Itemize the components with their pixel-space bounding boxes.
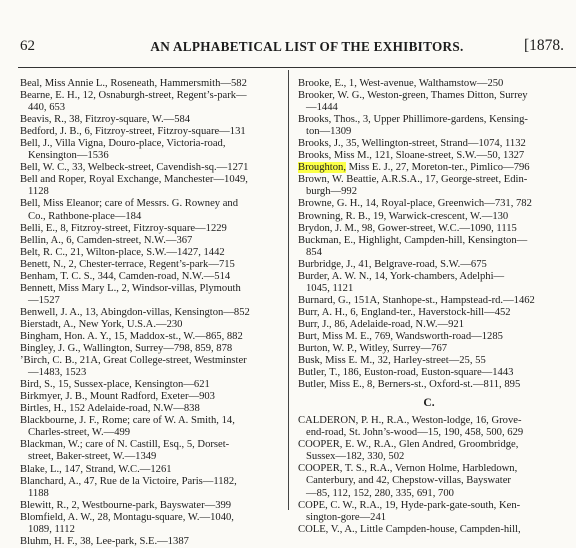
exhibitor-name: Belli, E., bbox=[20, 222, 58, 234]
exhibitor-name: Bellin, A., bbox=[20, 234, 64, 246]
entry-text: 8, Fitzroy-street, Fitzroy-square—1229 bbox=[57, 222, 227, 234]
entry-text: —85, 112, 152, 280, 335, 691, 700 bbox=[306, 487, 454, 499]
exhibitor-name: Bell, Miss Eleanor; bbox=[20, 198, 103, 210]
entry-text: A.R.S.A., 17, George-street, Edin- bbox=[378, 174, 528, 186]
entry-line bbox=[20, 391, 282, 403]
exhibitor-name: CALDERON, P. H., bbox=[298, 415, 384, 427]
entry-text: 47, Rue de la Victoire, Paris—1182, bbox=[81, 475, 237, 487]
entry-text: 15, Maddox-st., W.—865, 882 bbox=[111, 330, 243, 342]
exhibitor-name: Bell and Roper, bbox=[20, 174, 87, 186]
exhibitor-name: COOPER, E. W., bbox=[298, 439, 371, 451]
entry-line bbox=[20, 223, 282, 235]
entry-text: —1527 bbox=[28, 294, 60, 306]
exhibitor-name: Brydon, J. M., bbox=[298, 222, 360, 234]
entry-text: —1483, 1523 bbox=[28, 367, 87, 379]
entry-line bbox=[20, 476, 282, 488]
entry-line bbox=[298, 247, 560, 259]
entry-line bbox=[298, 138, 560, 150]
entry-line bbox=[20, 211, 282, 223]
entry-line bbox=[298, 500, 560, 512]
entry-line bbox=[20, 439, 282, 451]
entry-text: 3, Upper Phillimore-gardens, Kensing- bbox=[360, 114, 528, 126]
entry-text: R.A., Weston-lodge, 16, Grove- bbox=[383, 415, 522, 427]
entry-line bbox=[20, 126, 282, 138]
entry-text: sington-gore—241 bbox=[306, 511, 387, 523]
entry-line bbox=[20, 379, 282, 391]
exhibitor-name: Brooks, Miss M., bbox=[298, 150, 372, 162]
entry-text: 1188 bbox=[28, 487, 49, 499]
exhibitor-name: Brooks, Thos., bbox=[298, 114, 361, 126]
right-column-b-entries bbox=[298, 78, 560, 391]
exhibitor-name: Brooker, W. G., bbox=[298, 90, 365, 102]
left-column bbox=[20, 78, 282, 548]
entry-line bbox=[298, 367, 560, 379]
entry-text: 35, Wellington-street, Strand—1074, 1132 bbox=[343, 138, 526, 150]
entry-text: 769, Wandsworth-road—1285 bbox=[371, 330, 503, 342]
entry-text: Kensington—1536 bbox=[28, 150, 109, 162]
entry-text: care of Messrs. G. Rowney and bbox=[102, 198, 239, 210]
entry-text: 19, Warwick-crescent, W.—130 bbox=[370, 210, 509, 222]
entry-text: burgh—992 bbox=[306, 186, 358, 198]
entry-text: care of N. Castill, Esq., 5, Dorset- bbox=[82, 439, 230, 451]
entry-text: 6, Camden-street, N.W.—367 bbox=[63, 234, 193, 246]
entry-text: 1045, 1121 bbox=[306, 282, 354, 294]
entry-text: Highlight, Campden-hill, Kensington— bbox=[355, 234, 528, 246]
entry-text: 14, York-chambers, Adelphi— bbox=[371, 270, 505, 282]
entry-text: 440, 653 bbox=[28, 102, 66, 114]
exhibitor-name: Burt, Miss M. E., bbox=[298, 330, 372, 342]
exhibitor-name: COLE, V., A., bbox=[298, 523, 358, 535]
entry-line bbox=[20, 90, 282, 102]
entry-line bbox=[298, 150, 560, 162]
entry-line bbox=[20, 295, 282, 307]
entry-line bbox=[20, 162, 282, 174]
exhibitor-name: Bedford, J. B., bbox=[20, 126, 82, 138]
entry-text: 2, Chester-terrace, Regent’s-park—715 bbox=[65, 258, 235, 270]
entry-line bbox=[298, 90, 560, 102]
entry-text: New York, U.S.A.—230 bbox=[75, 318, 183, 330]
exhibitor-name: Benwell, J. A., bbox=[20, 306, 83, 318]
entry-text: 2, Westbourne-park, Bayswater—399 bbox=[68, 499, 232, 511]
exhibitor-name: Bingham, Hon. A. Y., bbox=[20, 330, 112, 342]
entry-line bbox=[20, 78, 282, 90]
header-rule bbox=[18, 67, 576, 68]
exhibitor-name: Buckman, E., bbox=[298, 234, 356, 246]
entry-text: R.A., 19, Hyde-park-gate-south, Ken- bbox=[356, 499, 521, 511]
entry-text: Co., Rathbone-place—184 bbox=[28, 210, 142, 222]
exhibitor-name: Blackbourne, J. F., bbox=[20, 415, 100, 427]
entry-line bbox=[298, 102, 560, 114]
entry-line bbox=[20, 247, 282, 259]
entry-line bbox=[20, 307, 282, 319]
entry-line bbox=[298, 427, 560, 439]
entry-text: 344, Camden-road, N.W.—514 bbox=[94, 270, 231, 282]
entry-text: 14, Royal-place, Greenwich—731, 782 bbox=[362, 198, 532, 210]
entry-line bbox=[298, 235, 560, 247]
exhibitor-name: Brooke, E., bbox=[298, 78, 347, 89]
entry-text: 38, Fitzroy-square, W.—584 bbox=[66, 114, 191, 126]
entry-line bbox=[298, 451, 560, 463]
entry-text: 28, Montagu-square, W.—1040, bbox=[94, 511, 234, 523]
exhibitor-name: Bell, W. C., bbox=[20, 162, 70, 174]
entry-text: 1128 bbox=[28, 186, 49, 198]
entry-line bbox=[20, 198, 282, 210]
entry-line bbox=[298, 223, 560, 235]
entry-text: 21, Wilton-place, S.W.—1427, 1442 bbox=[67, 246, 225, 258]
entry-text: —1444 bbox=[306, 102, 338, 114]
entry-line bbox=[298, 271, 560, 283]
entry-line bbox=[298, 524, 560, 536]
entry-text: 15, Sussex-place, Kensington—621 bbox=[55, 379, 210, 391]
right-column-c-entries bbox=[298, 415, 560, 535]
entry-line bbox=[20, 259, 282, 271]
entry-line bbox=[20, 488, 282, 500]
entry-text: 854 bbox=[306, 246, 322, 258]
entry-line bbox=[20, 415, 282, 427]
entry-text: R.A., Vernon Holme, Harbledown, bbox=[367, 463, 518, 475]
entry-text: 2, Windsor-villas, Plymouth bbox=[118, 282, 241, 294]
entry-line bbox=[298, 319, 560, 331]
entry-text: 32, Harley-street—25, 55 bbox=[374, 355, 486, 367]
entry-text: 86, Adelaide-road, N.W.—921 bbox=[331, 318, 465, 330]
entry-text: 151A, Stanhope-st., Hampstead-rd.—1462 bbox=[350, 294, 535, 306]
exhibitor-name: Brown, W. Beattie, bbox=[298, 174, 379, 186]
entry-text: 147, Strand, W.C.—1261 bbox=[61, 463, 172, 475]
entry-text: 6, Fitzroy-street, Fitzroy-square—131 bbox=[81, 126, 246, 138]
entry-text: Villa Vigna, Douro-place, Victoria-road, bbox=[52, 138, 226, 150]
exhibitor-name: Beal, Miss Annie L., bbox=[20, 78, 108, 89]
running-title: AN ALPHABETICAL LIST OF THE EXHIBITORS. bbox=[150, 39, 464, 54]
entry-text: Canterbury, and 42, Chepstow-villas, Bayswater bbox=[306, 475, 511, 487]
entry-line bbox=[298, 283, 560, 295]
entry-line bbox=[20, 464, 282, 476]
entry-text: 1, West-avenue, Walthamstow—250 bbox=[346, 78, 504, 89]
entry-line bbox=[298, 295, 560, 307]
exhibitor-name: Birkmyer, J. B., bbox=[20, 391, 88, 403]
entry-text: 21A, Great College-street, Westminster bbox=[77, 355, 247, 367]
entry-line bbox=[298, 78, 560, 90]
entry-line bbox=[298, 174, 560, 186]
entry-line bbox=[20, 235, 282, 247]
entry-text: Miss E. J., 27, Moreton-ter., Pimlico—796 bbox=[345, 162, 530, 174]
entry-line bbox=[298, 211, 560, 223]
exhibitor-name: Busk, Miss E. M., bbox=[298, 355, 375, 367]
exhibitor-name: Burr, J., bbox=[298, 318, 332, 330]
entry-text: 121, Sloane-street, S.W.—50, 1327 bbox=[371, 150, 525, 162]
entry-line bbox=[20, 114, 282, 126]
exhibitor-name: Brooks, J., bbox=[298, 138, 344, 150]
exhibitor-name: Benett, N., bbox=[20, 258, 66, 270]
entry-line bbox=[20, 500, 282, 512]
entry-text: 12, Osnaburgh-street, Regent’s-park— bbox=[80, 90, 247, 102]
entry-text: 13, Abingdon-villas, Kensington—852 bbox=[82, 306, 250, 318]
exhibitor-name: Beavis, R., bbox=[20, 114, 67, 126]
entry-line bbox=[20, 138, 282, 150]
exhibitor-name: Butler, Miss E., bbox=[298, 379, 365, 391]
exhibitor-name: Bingley, J. G., bbox=[20, 343, 81, 355]
exhibitor-name: Benham, T. C. S., bbox=[20, 270, 95, 282]
year-label: [1878. bbox=[524, 37, 565, 54]
entry-line bbox=[20, 271, 282, 283]
entry-text: 6, England-ter., Haverstock-hill—452 bbox=[347, 306, 511, 318]
entry-line bbox=[298, 198, 560, 210]
entry-line bbox=[298, 331, 560, 343]
exhibitor-name: Bennett, Miss Mary L., bbox=[20, 282, 119, 294]
entry-text: Weston-green, Thames Ditton, Surrey bbox=[364, 90, 528, 102]
entry-text: Roseneath, Hammersmith—582 bbox=[107, 78, 247, 89]
entry-text: 98, Gower-street, W.C.—1090, 1115 bbox=[359, 222, 517, 234]
entry-line bbox=[20, 427, 282, 439]
exhibitor-name: Burr, A. H., bbox=[298, 306, 348, 318]
exhibitor-name: Blomfield, A. W., bbox=[20, 511, 95, 523]
entry-text: 41, Belgrave-road, S.W.—675 bbox=[355, 258, 487, 270]
entry-line bbox=[20, 343, 282, 355]
exhibitor-name: Broughton, bbox=[298, 162, 346, 174]
entry-line bbox=[20, 331, 282, 343]
exhibitor-name: Bluhm, H. F., bbox=[20, 535, 78, 547]
entry-line bbox=[298, 439, 560, 451]
entry-line bbox=[20, 512, 282, 524]
exhibitor-name: Bierstadt, A., bbox=[20, 318, 76, 330]
entry-line bbox=[20, 319, 282, 331]
entry-line bbox=[298, 114, 560, 126]
exhibitor-name: Burnard, G., bbox=[298, 294, 351, 306]
entry-line bbox=[298, 355, 560, 367]
exhibitor-name: COPE, C. W., bbox=[298, 499, 357, 511]
entry-line bbox=[298, 307, 560, 319]
section-letter: C. bbox=[423, 397, 435, 410]
entry-text: Royal Exchange, Manchester—1049, bbox=[86, 174, 248, 186]
entry-text: 33, Welbeck-street, Cavendish-sq.—1271 bbox=[69, 162, 249, 174]
entry-line bbox=[298, 475, 560, 487]
entry-text: Little Campden-house, Campden-hill, bbox=[357, 523, 521, 535]
entry-text: Witley, Surrey—767 bbox=[356, 343, 448, 355]
entry-line bbox=[298, 186, 560, 198]
entry-text: ton—1309 bbox=[306, 126, 352, 138]
entry-line bbox=[20, 186, 282, 198]
entry-text: 152 Adelaide-road, N.W—838 bbox=[66, 403, 200, 415]
exhibitor-name: Browne, G. H., bbox=[298, 198, 363, 210]
entry-text: Charles-street, W.—499 bbox=[28, 427, 131, 439]
exhibitor-name: Browning, R. B., bbox=[298, 210, 371, 222]
entry-line bbox=[20, 355, 282, 367]
right-column bbox=[298, 78, 560, 536]
entry-line bbox=[20, 174, 282, 186]
entry-text: 186, Euston-road, Euston-square—1443 bbox=[340, 367, 514, 379]
entry-line bbox=[298, 379, 560, 391]
exhibitor-name: Burbridge, J., bbox=[298, 258, 356, 270]
entry-line bbox=[298, 463, 560, 475]
exhibitor-name: Bird, S., bbox=[20, 379, 56, 391]
entry-line bbox=[20, 536, 282, 548]
exhibitor-name: Blewitt, R., bbox=[20, 499, 69, 511]
entry-text: 8, Berners-st., Oxford-st.—811, 895 bbox=[364, 379, 521, 391]
entry-text: Mount Radford, Exeter—903 bbox=[87, 391, 215, 403]
exhibitor-name: Butler, T., bbox=[298, 367, 341, 379]
entry-line bbox=[298, 162, 560, 174]
entry-text: 38, Lee-park, S.E.—1387 bbox=[77, 535, 189, 547]
column-divider bbox=[288, 70, 289, 510]
entry-line bbox=[20, 524, 282, 536]
entry-line bbox=[20, 367, 282, 379]
exhibitor-name: Burton, W. P., bbox=[298, 343, 357, 355]
entry-line bbox=[20, 451, 282, 463]
entry-line bbox=[298, 343, 560, 355]
exhibitor-name: Burder, A. W. N., bbox=[298, 270, 372, 282]
entry-line bbox=[298, 512, 560, 524]
entry-text: R.A., Glen Andred, Groombridge, bbox=[371, 439, 519, 451]
exhibitor-name: COOPER, T. S., bbox=[298, 463, 368, 475]
entry-line bbox=[20, 150, 282, 162]
entry-line bbox=[298, 126, 560, 138]
entry-text: end-road, St. John’s-wood—15, 190, 458, 500, 629 bbox=[306, 427, 524, 439]
exhibitor-name: Birtles, H., bbox=[20, 403, 67, 415]
entry-line bbox=[20, 102, 282, 114]
exhibitor-name: Bearne, E. H., bbox=[20, 90, 81, 102]
exhibitor-name: Belt, R. C., bbox=[20, 246, 68, 258]
exhibitor-name: Blackman, W.; bbox=[20, 439, 83, 451]
entry-line bbox=[20, 403, 282, 415]
entry-line bbox=[298, 415, 560, 427]
exhibitor-name: Blanchard, A., bbox=[20, 475, 82, 487]
exhibitor-name: Blake, L., bbox=[20, 463, 62, 475]
entry-text: Rome; care of W. A. Smith, 14, bbox=[99, 415, 235, 427]
page-header bbox=[14, 38, 574, 60]
entry-line bbox=[298, 259, 560, 271]
entry-text: Wallington, Surrey—798, 859, 878 bbox=[80, 343, 233, 355]
exhibitor-name: ’Birch, C. B., bbox=[20, 355, 78, 367]
exhibitor-name: Bell, J., bbox=[20, 138, 53, 150]
page-number: 62 bbox=[20, 38, 35, 54]
entry-line bbox=[20, 283, 282, 295]
entry-text: 1089, 1112 bbox=[28, 523, 75, 535]
entry-text: street, Baker-street, W.—1349 bbox=[28, 451, 157, 463]
entry-text: Sussex—182, 330, 502 bbox=[306, 451, 405, 463]
entry-line bbox=[298, 488, 560, 500]
